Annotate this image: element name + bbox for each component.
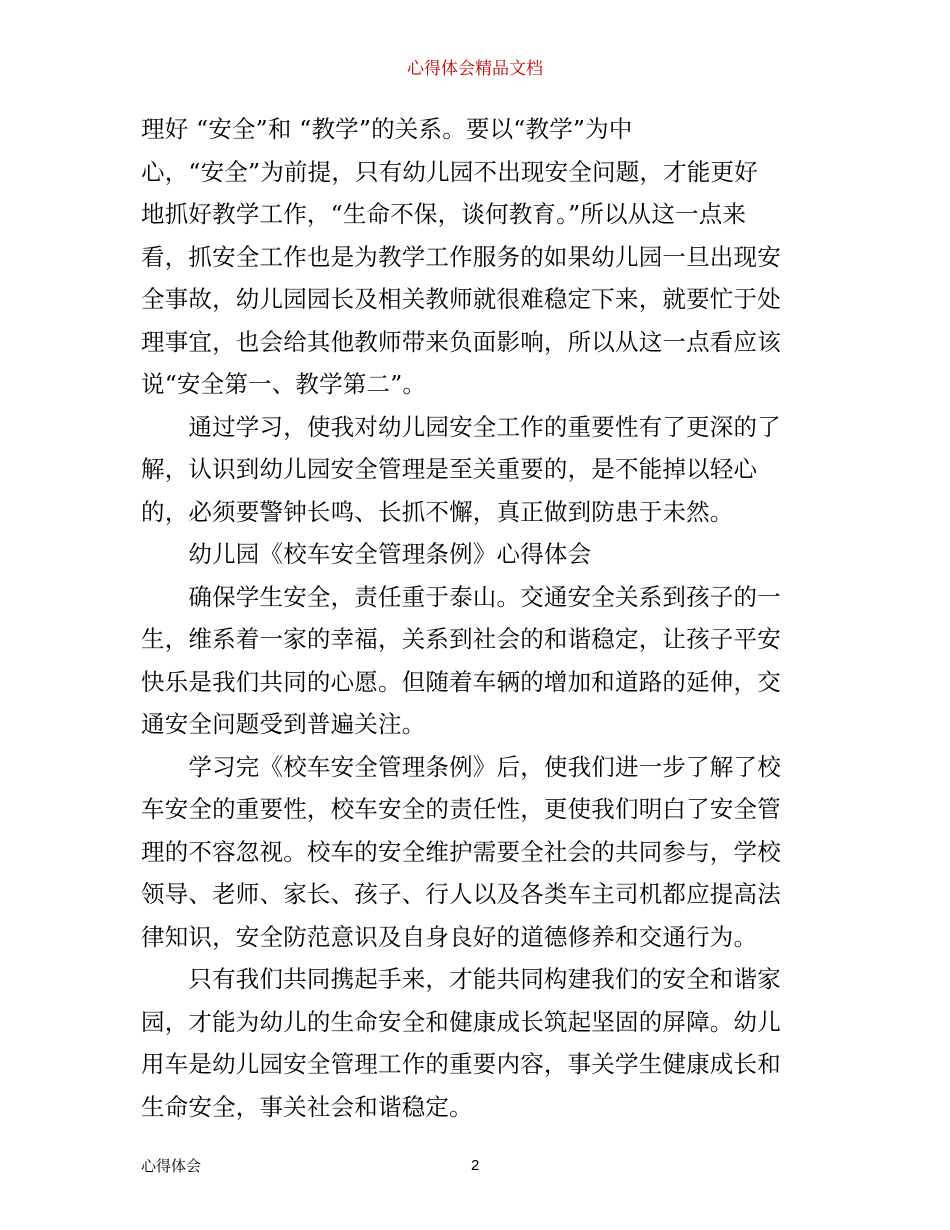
body-line: 园，才能为幼儿的生命安全和健康成长筑起坚固的屏障。幼儿 xyxy=(141,1007,781,1036)
body-line: 看，抓安全工作也是为教学工作服务的如果幼儿园一旦出现安 xyxy=(141,242,781,271)
body-line: 律知识，安全防范意识及自身良好的道德修养和交通行为。 xyxy=(141,922,758,951)
body-line: 的，必须要警钟长鸣、长抓不懈，真正做到防患于未然。 xyxy=(141,497,734,526)
section-heading: 幼儿园《校车安全管理条例》心得体会 xyxy=(141,540,592,568)
footer-label: 心得体会 xyxy=(141,1157,202,1175)
body-line: 地抓好教学工作，“生命不保，谈何教育。”所以从这一点来 xyxy=(141,200,747,228)
body-line: 生，维系着一家的幸福，关系到社会的和谐稳定，让孩子平安 xyxy=(141,625,781,653)
body-line: 领导、老师、家长、孩子、行人以及各类车主司机都应提高法 xyxy=(141,880,781,908)
body-line: 理好 “安全”和 “教学”的关系。要以“教学”为中 xyxy=(141,115,633,143)
page-number: 2 xyxy=(471,1157,480,1174)
body-line: 理事宜，也会给其他教师带来负面影响，所以从这一点看应该 xyxy=(141,327,781,356)
body-line: 心，“安全”为前提，只有幼儿园不出现安全问题，才能更好 xyxy=(141,157,758,186)
body-line: 说“安全第一、教学第二”。 xyxy=(141,370,427,398)
body-line: 只有我们共同携起手来，才能共同构建我们的安全和谐家 xyxy=(141,965,781,993)
body-line: 解，认识到幼儿园安全管理是至关重要的，是不能掉以轻心 xyxy=(141,455,758,483)
body-line: 生命安全，事关社会和谐稳定。 xyxy=(141,1092,473,1121)
page-header-title: 心得体会精品文档 xyxy=(407,59,543,79)
document-body xyxy=(141,108,813,1128)
body-line: 理的不容忽视。校车的安全维护需要全社会的共同参与，学校 xyxy=(141,837,781,866)
body-line: 用车是幼儿园安全管理工作的重要内容，事关学生健康成长和 xyxy=(141,1050,781,1078)
body-line: 确保学生安全，责任重于泰山。交通安全关系到孩子的一 xyxy=(141,582,781,611)
body-line: 全事故，幼儿园园长及相关教师就很难稳定下来，就要忙于处 xyxy=(141,285,781,313)
body-line: 通过学习，使我对幼儿园安全工作的重要性有了更深的了 xyxy=(141,412,781,441)
body-line: 快乐是我们共同的心愿。但随着车辆的增加和道路的延伸，交 xyxy=(141,667,781,696)
body-line: 学习完《校车安全管理条例》后，使我们进一步了解了校 xyxy=(141,752,781,781)
body-line: 通安全问题受到普遍关注。 xyxy=(141,710,426,738)
body-line: 车安全的重要性，校车安全的责任性，更使我们明白了安全管 xyxy=(141,795,781,823)
